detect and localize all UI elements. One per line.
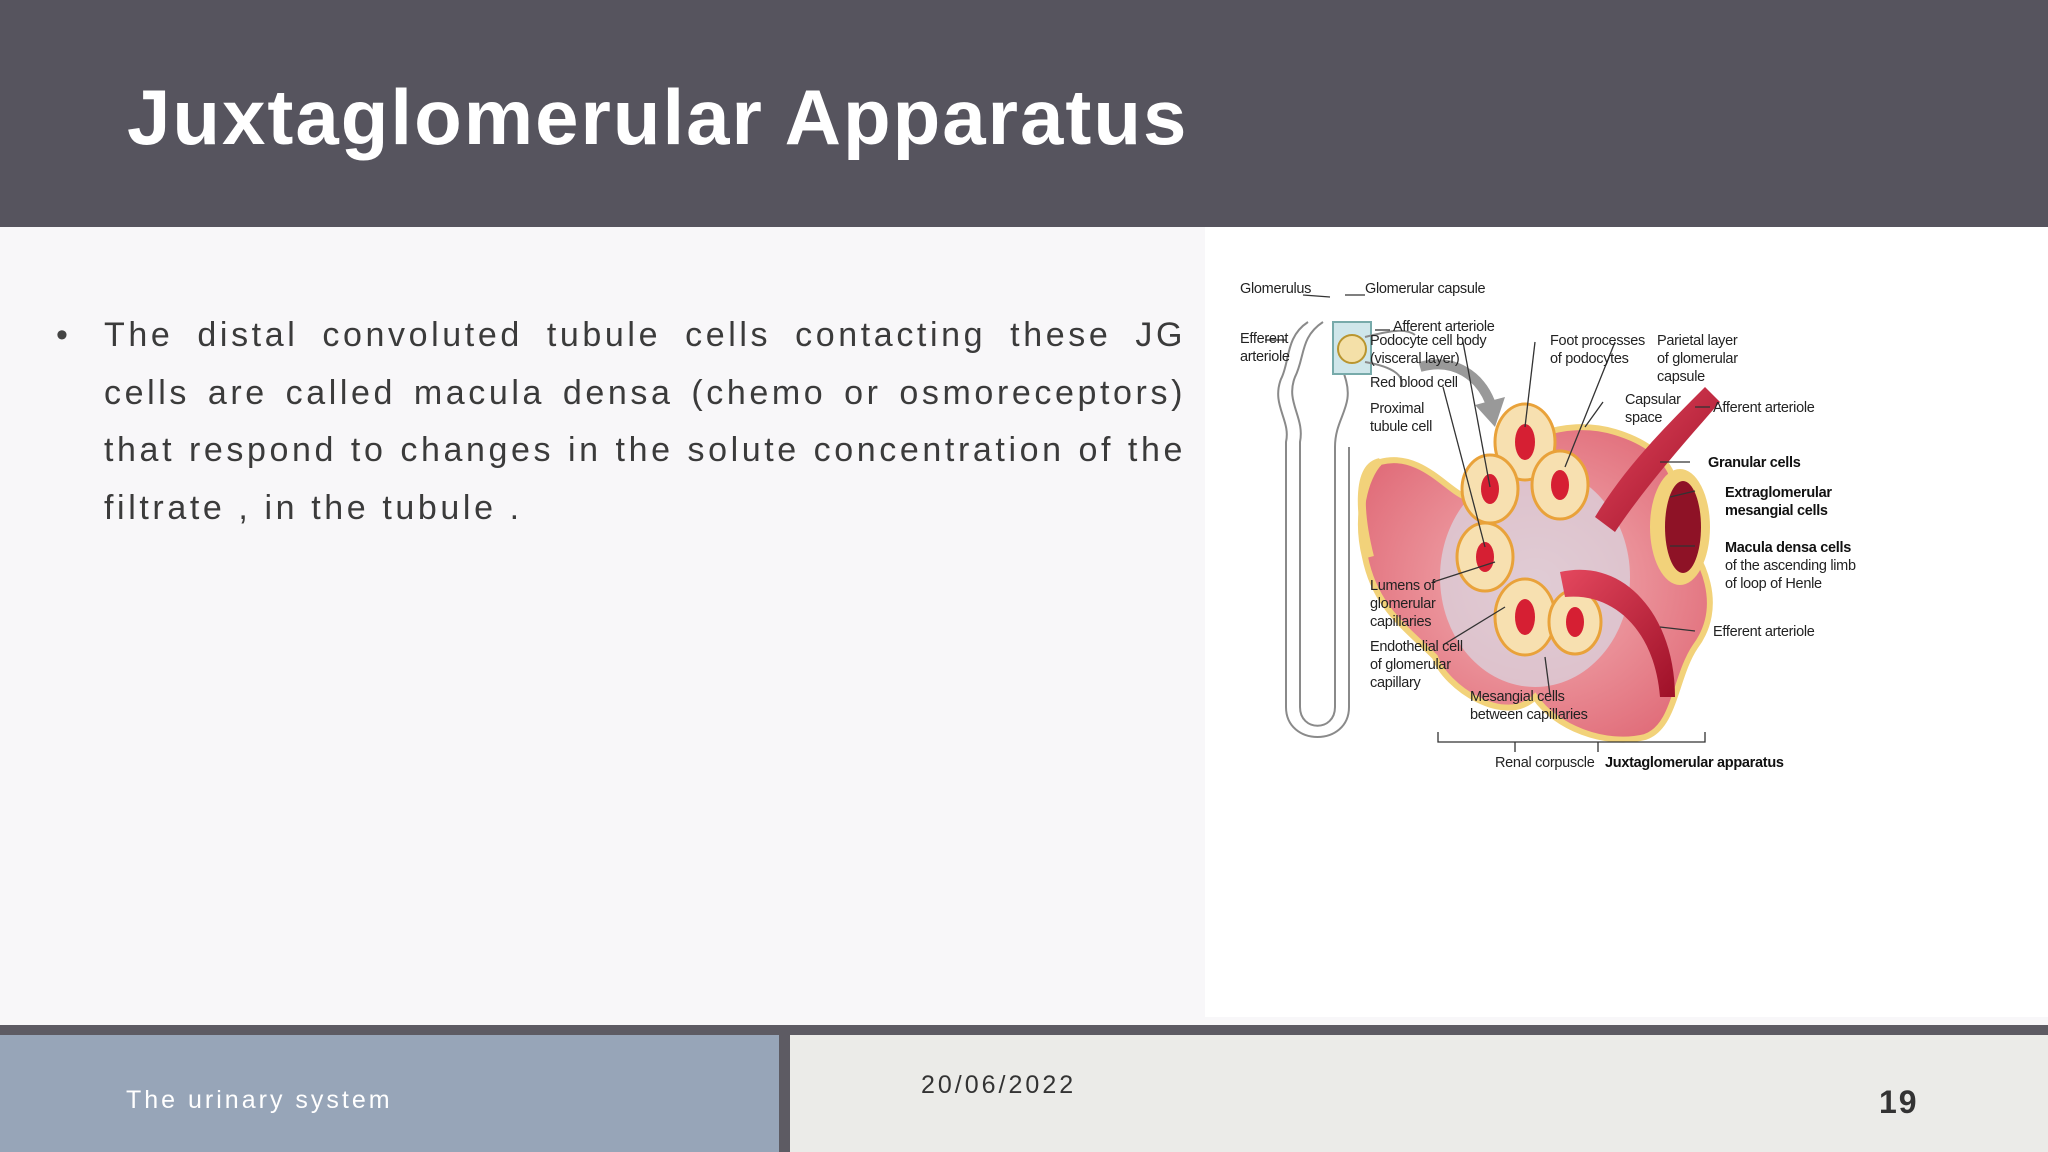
label-endothelial-3: capillary — [1370, 675, 1421, 691]
label-endothelial-1: Endothelial cell — [1370, 639, 1463, 655]
label-foot-2: of podocytes — [1550, 351, 1629, 367]
label-foot-1: Foot processes — [1550, 333, 1645, 349]
label-renal-corpuscle: Renal corpuscle — [1495, 755, 1595, 771]
jga-diagram — [1205, 227, 2048, 1017]
label-lumens-2: glomerular — [1370, 596, 1436, 612]
label-proximal-1: Proximal — [1370, 401, 1424, 417]
bullet-item — [56, 307, 1186, 537]
slide-title: Juxtaglomerular Apparatus — [127, 73, 1189, 161]
label-macula-3: of loop of Henle — [1725, 576, 1822, 592]
label-extraglomerular-1: Extraglomerular — [1725, 485, 1832, 501]
footer-gap — [779, 1035, 790, 1152]
label-capsular-2: space — [1625, 410, 1663, 426]
label-endothelial-2: of glomerular — [1370, 657, 1451, 673]
footer-presentation-name: The urinary system — [126, 1086, 393, 1114]
jga-illustration — [1205, 227, 2048, 1017]
label-mesangial-1: Mesangial cells — [1470, 689, 1565, 705]
label-glomerulus: Glomerulus — [1240, 281, 1312, 297]
label-efferent-arteriole: Efferent arteriole — [1713, 624, 1815, 640]
label-afferent-arteriole: Afferent arteriole — [1713, 400, 1815, 416]
slide-content — [0, 227, 1205, 1025]
footer-divider — [0, 1025, 2048, 1035]
label-parietal-1: Parietal layer — [1657, 333, 1738, 349]
label-extraglomerular-2: mesangial cells — [1725, 503, 1828, 519]
bullet-symbol: • — [56, 316, 68, 354]
label-parietal-3: capsule — [1657, 369, 1705, 385]
label-granular-cells: Granular cells — [1708, 455, 1801, 471]
label-jga: Juxtaglomerular apparatus — [1605, 755, 1784, 771]
label-afferent-arteriole-top: Afferent arteriole — [1393, 319, 1495, 335]
label-capsular-1: Capsular — [1625, 392, 1681, 408]
label-parietal-2: of glomerular — [1657, 351, 1738, 367]
label-lumens-3: capillaries — [1370, 614, 1432, 630]
label-podocyte-1: Podocyte cell body — [1370, 333, 1487, 349]
label-macula-1: Macula densa cells — [1725, 540, 1851, 556]
label-mesangial-2: between capillaries — [1470, 707, 1588, 723]
label-efferent-2: arteriole — [1240, 349, 1290, 365]
footer-page-number: 19 — [1879, 1084, 1919, 1120]
label-efferent-1: Efferent — [1240, 331, 1289, 347]
footer-date: 20/06/2022 — [921, 1071, 1077, 1099]
label-macula-2: of the ascending limb — [1725, 558, 1856, 574]
label-glomerular-capsule: Glomerular capsule — [1365, 281, 1486, 297]
bullet-text: The distal convoluted tubule cells contacting these JG cells are called macula densa (chemo or osmoreceptors) that respond to changes in the solute concentration of the filtrate , in the tubule . — [104, 316, 1186, 527]
label-rbc: Red blood cell — [1370, 375, 1458, 391]
label-lumens-1: Lumens of — [1370, 578, 1436, 594]
label-proximal-2: tubule cell — [1370, 419, 1432, 435]
label-podocyte-2: (visceral layer) — [1370, 351, 1460, 367]
